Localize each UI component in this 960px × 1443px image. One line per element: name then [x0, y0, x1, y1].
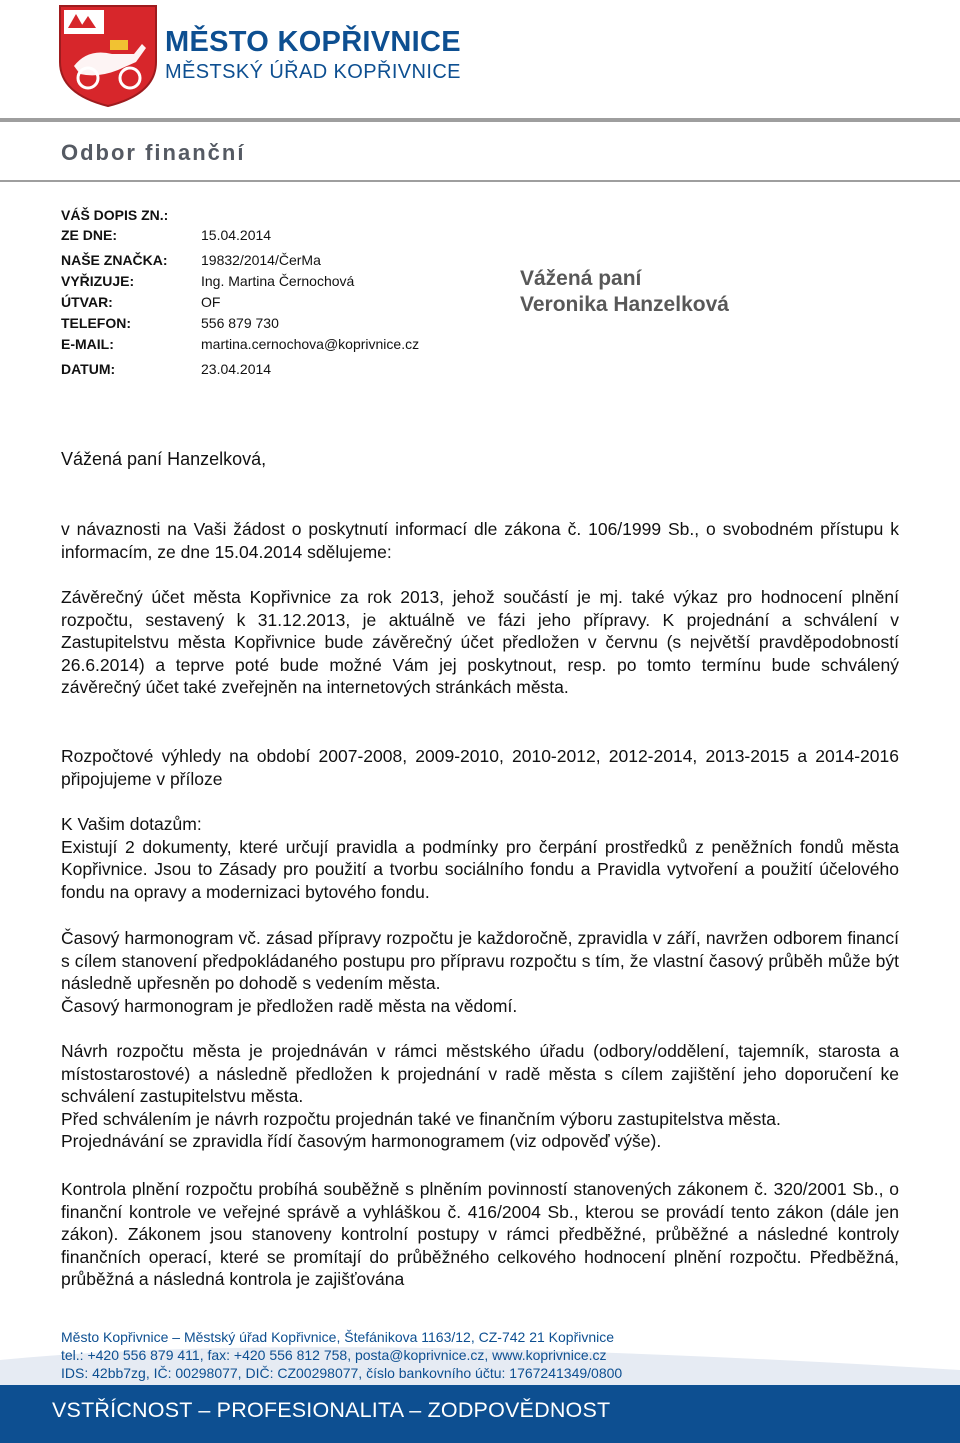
meta-label: VYŘIZUJE: [61, 273, 135, 289]
meta-label: TELEFON: [61, 315, 131, 331]
department-name: Odbor finanční [61, 140, 246, 165]
meta-label: ZE DNE: [61, 227, 117, 243]
meta-label: E-MAIL: [61, 336, 114, 352]
meta-value: martina.cernochova@koprivnice.cz [201, 336, 420, 352]
paragraph-outlooks [61, 745, 899, 790]
addressee-name: Veronika Hanzelková [520, 293, 729, 316]
paragraph-funds [61, 813, 899, 903]
footer-motto: VSTŘÍCNOST – PROFESIONALITA – ZODPOVĚDNOST [52, 1398, 611, 1422]
meta-value: 23.04.2014 [201, 361, 272, 377]
addressee [520, 266, 729, 318]
paragraph-line: Časový harmonogram je předložen radě města na vědomí. [61, 995, 518, 1016]
paragraph-schedule [61, 927, 899, 1017]
paragraph-line: Rozpočtové výhledy na období 2007-2008, 2009-2010, 2010-2012, 2012-2014, 2013-2015 a 2014-2016 připojujeme v příloze [61, 746, 899, 789]
meta-label: ÚTVAR: [61, 294, 113, 310]
paragraph-line: Návrh rozpočtu města je projednáván v rámci městského úřadu (odbory/oddělení, tajemník, starosta a místostarostové) a následně předložen k projednání v radě města s cílem zajištění jeho doporučení ke schválení zastupitelstvu města. [61, 1041, 899, 1107]
coat-of-arms-logo [58, 4, 158, 108]
paragraph-budget-proposal [61, 1040, 899, 1153]
meta-value: 19832/2014/ČerMa [201, 252, 321, 268]
paragraph-final-account [61, 586, 899, 699]
meta-value: Ing. Martina Černochová [201, 273, 355, 289]
paragraph-line: Závěrečný účet města Kopřivnice za rok 2013, jehož součástí je mj. také výkaz pro hodnocení plnění rozpočtu, sestavený k 31.12.2013, je aktuálně ve fázi jeho přípravy. K projednání a schválení v Zastupitelstvu města Kopřivnice bude závěrečný účet předložen v červnu (s největší pravděpodobností 26.6.2014) a teprve poté bude možné Vám jej poskytnout, resp. po tomto termínu bude schválený závěrečný účet také zveřejněn na internetových stránkách města. [61, 587, 899, 698]
paragraph-line: Před schválením je návrh rozpočtu projednán také ve finančním výboru zastupitelstva města. [61, 1108, 781, 1129]
footer-phone-web: tel.: +420 556 879 411, fax: +420 556 812 758, posta@koprivnice.cz, www.koprivnice.cz [61, 1347, 607, 1363]
paragraph-line: K Vašim dotazům: [61, 814, 202, 834]
header-divider [0, 118, 960, 122]
footer-contacts [61, 1328, 622, 1382]
meta-label: VÁŠ DOPIS ZN.: [61, 207, 169, 223]
city-title: MĚSTO KOPŘIVNICE [165, 26, 461, 58]
paragraph-line: Existují 2 dokumenty, které určují pravidla a podmínky pro čerpání prostředků z peněžních fondů města Kopřivnice. Jsou to Zásady pro použití a tvorbu sociálního fondu a Pravidla vytvoření a použití účelového fondu na opravy a modernizaci bytového fondu. [61, 836, 899, 902]
meta-value: 15.04.2014 [201, 227, 272, 243]
department-divider [0, 180, 960, 182]
meta-value: OF [201, 294, 221, 310]
paragraph-line: Projednávání se zpravidla řídí časovým harmonogramem (viz odpověď výše). [61, 1131, 662, 1152]
meta-value: 556 879 730 [201, 315, 279, 331]
footer-ids: IDS: 42bb7zg, IČ: 00298077, DIČ: CZ00298077, číslo bankovního účtu: 1767241349/0800 [61, 1365, 623, 1381]
meta-label: DATUM: [61, 361, 116, 377]
footer-address: Město Kopřivnice – Městský úřad Kopřivnice, Štefánikova 1163/12, CZ-742 21 Kopřivnice [61, 1329, 615, 1345]
paragraph-budget-control [61, 1178, 899, 1291]
paragraph-line: Kontrola plnění rozpočtu probíhá souběžně s plněním povinností stanovených zákonem č. 320/2001 Sb., o finanční kontrole ve veřejné správě a vyhláškou č. 416/2004 Sb., kterou se provádí tento zákon (dále jen zákon). Zákonem jsou stanoveny kontrolní postupy v rámci předběžné, průběžné a následné kontroly finančních operací, které se promítají do průběžného celkového hodnocení plnění rozpočtu. Předběžná, průběžná a následná kontrola je zajišťována [61, 1179, 899, 1290]
paragraph-intro [61, 518, 899, 563]
paragraph-line: Časový harmonogram vč. zásad přípravy rozpočtu je každoročně, zpravidla v září, navržen odborem financí s cílem stanovení předpokládaného postupu pro přípravu rozpočtu s tím, že vlastní časový průběh může být následně upřesněn po dohodě s vedením města. [61, 928, 899, 994]
coat-of-arms-icon [58, 4, 158, 108]
office-subtitle: MĚSTSKÝ ÚŘAD KOPŘIVNICE [165, 61, 461, 83]
paragraph-line: v návaznosti na Vaši žádost o poskytnutí informací dle zákona č. 106/1999 Sb., o svobodném přístupu k informacím, ze dne 15.04.2014 sdělujeme: [61, 519, 899, 562]
salutation: Vážená paní Hanzelková, [61, 449, 267, 469]
addressee-greeting: Vážená paní [520, 267, 642, 290]
meta-label: NAŠE ZNAČKA: [61, 252, 168, 268]
